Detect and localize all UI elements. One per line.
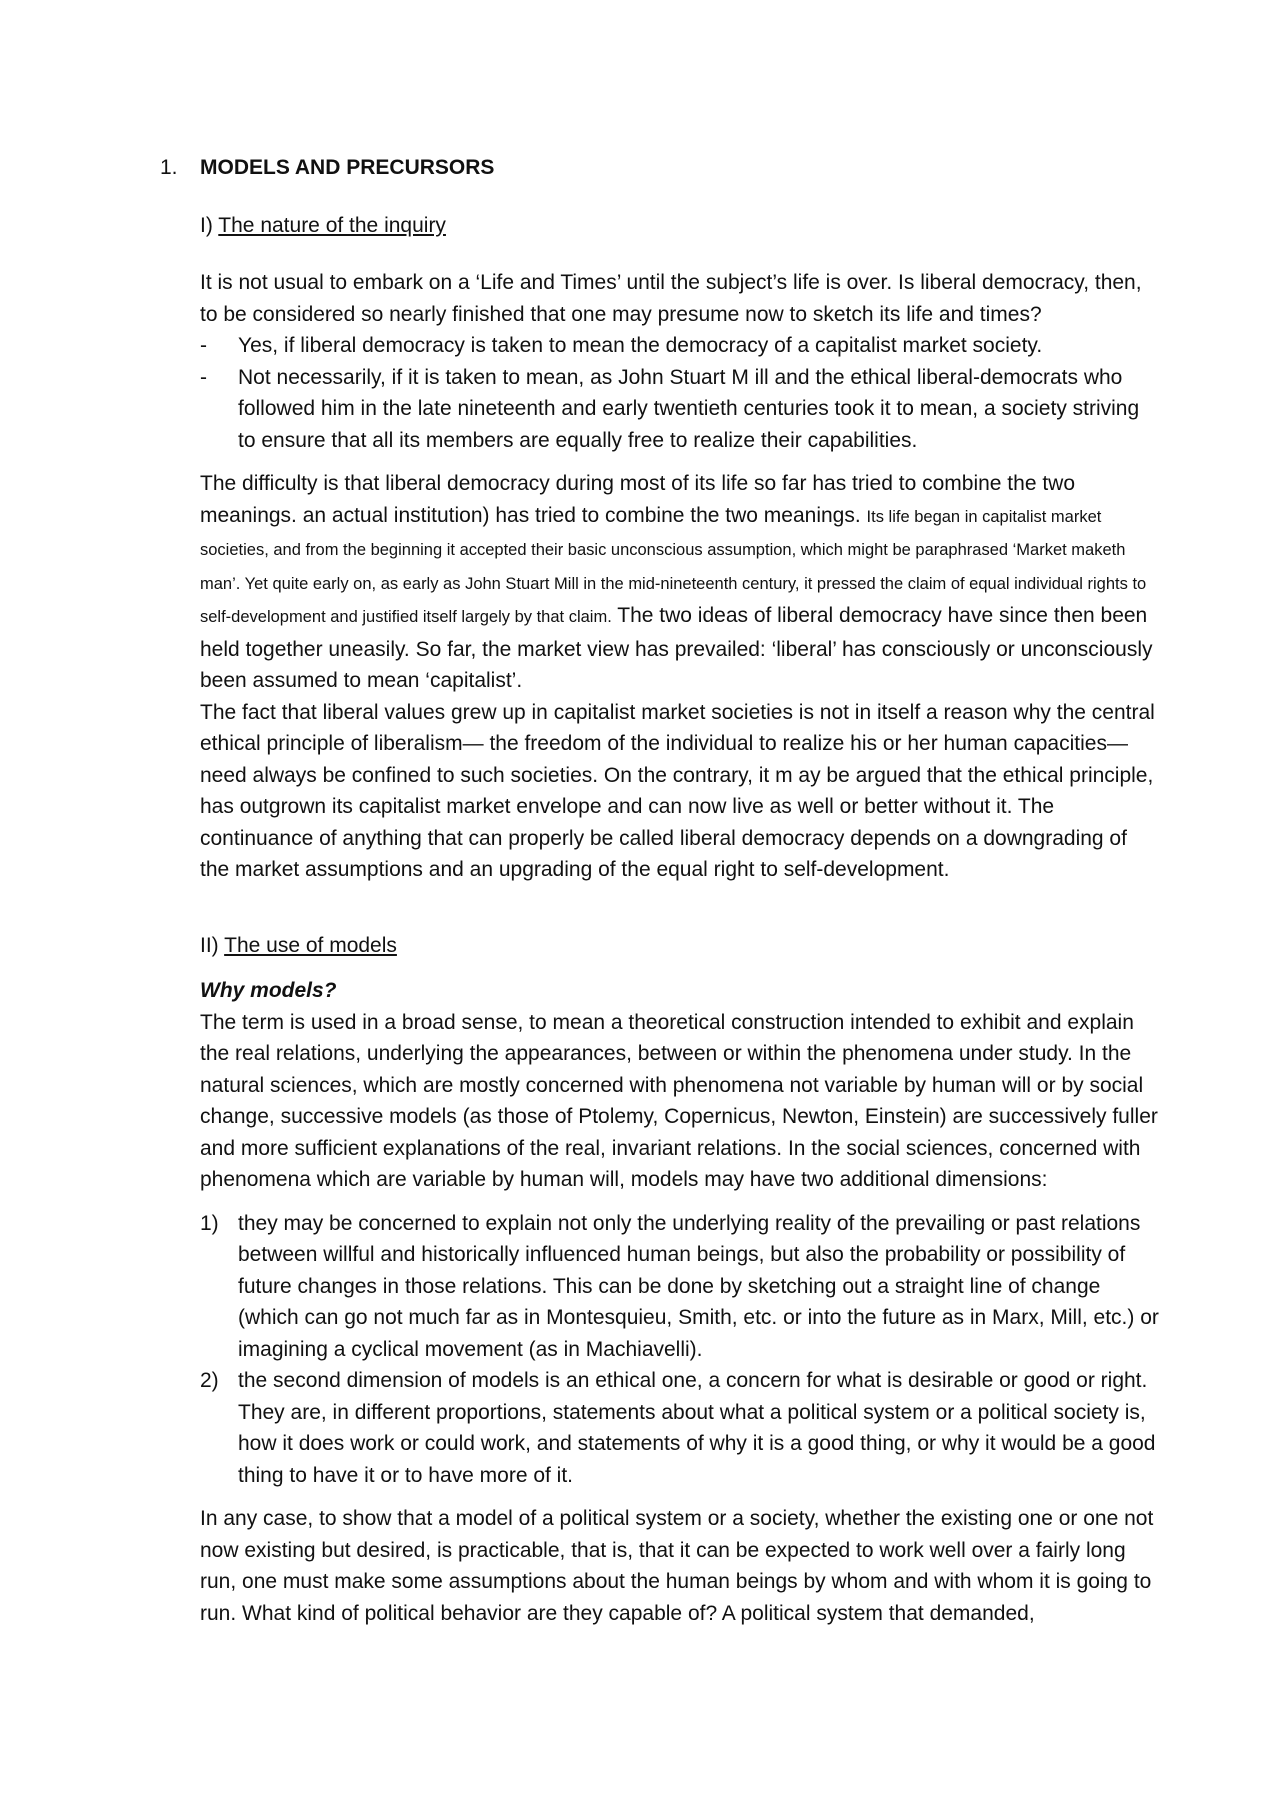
list-dash: - (200, 365, 207, 389)
subheading-title: The nature of the inquiry (218, 213, 446, 237)
section-heading (160, 152, 1160, 184)
list-dash: - (200, 334, 207, 357)
list-item (200, 1365, 1160, 1491)
subheading-use-of-models (200, 930, 1160, 962)
closing-paragraph: In any case, to show that a model of a political system or a society, whether the existing one or one not now existing but desired, is practicable, that is, that it can be expected to work well over a fairly long run, one must make some assumptions about the human beings by whom and with whom it is going to run. What kind of political behavior are they capable of? A political system that demanded, (200, 1507, 1154, 1625)
intro-paragraph: It is not usual to embark on a ‘Life and Times’ until the subject’s life is over. Is liberal democracy, then, to be considered so nearly finished that one may presume now to sketch its life and times? (200, 271, 1142, 326)
section-title: MODELS AND PRECURSORS (200, 156, 495, 179)
list-item-text: Not necessarily, if it is taken to mean, as John Stuart M ill and the ethical liberal-democrats who followed him in the late nineteenth and early twentieth centuries took it to mean, a society striving to ensure that all its members are equally free to realize their capabilities. (238, 365, 1140, 452)
fact-paragraph: The fact that liberal values grew up in capitalist market societies is not in itself a reason why the central ethical principle of liberalism— the freedom of the individual to realize his or her human capacities— need always be confined to such societies. On the contrary, it m ay be argued that the ethical principle, has outgrown its capitalist market envelope and can now live as well or better without it. The continuance of anything that can properly be called liberal democracy depends on a downgrading of the market assumptions and an upgrading of the equal right to self-development. (200, 700, 1155, 881)
meaning-list (200, 330, 1160, 456)
difficulty-paragraph (200, 468, 1160, 697)
dimensions-list (200, 1208, 1160, 1492)
subheading-label: II) (200, 933, 219, 957)
list-item-text: the second dimension of models is an ethical one, a concern for what is desirable or good or right. They are, in different proportions, statements about what a political system or a political society is, how it does work or could work, and statements of why it is a good thing, or why it would be a good thing to have it or to have more of it. (238, 1369, 1156, 1487)
why-models-heading: Why models? (200, 979, 337, 1002)
difficulty-text-a: The difficulty is that liberal democracy during most of its life so far has tried to combine the two meanings. an actual institution) has tried to combine the two meanings. (200, 472, 1076, 527)
list-item-text: Yes, if liberal democracy is taken to mean the democracy of a capitalist market society. (238, 334, 1043, 357)
document-body (160, 152, 1160, 1629)
list-item (200, 362, 1160, 457)
definition-paragraph: The term is used in a broad sense, to mean a theoretical construction intended to exhibit and explain the real relations, underlying the appearances, between or within the phenomena under study. In the natural sciences, which are mostly concerned with phenomena not variable by human will or by social change, successive models (as those of Ptolemy, Copernicus, Newton, Einstein) are successively fuller and more sufficient explanations of the real, invariant relations. In the social sciences, concerned with phenomena which are variable by human will, models may have two additional dimensions: (200, 1010, 1158, 1191)
subheading-nature-of-inquiry (200, 210, 1160, 242)
list-item-text: they may be concerned to explain not only the underlying reality of the prevailing or past relations between willful and historically influenced human beings, but also the probability or possibility of future changes in those relations. This can be done by sketching out a straight line of change (which can go not much far as in Montesquieu, Smith, etc. or into the future as in Marx, Mill, etc.) or imagining a cyclical movement (as in Machiavelli). (238, 1211, 1159, 1361)
list-item (200, 1208, 1160, 1366)
section-number: 1. (160, 156, 178, 179)
list-number: 1) (200, 1211, 219, 1235)
list-number: 2) (200, 1369, 219, 1392)
list-item (200, 330, 1160, 362)
difficulty-text-b: The two ideas of liberal democracy have since then been held together uneasily. So far, the market view has prevailed: ‘liberal’ has consciously or unconsciously been assumed to mean ‘capitalist’. (200, 604, 1153, 692)
subheading-title: The use of models (224, 933, 397, 957)
subheading-label: I) (200, 213, 213, 237)
difficulty-small-text: Its life began in capitalist market societies, and from the beginning it accepted their basic unconscious assumption, which might be paraphrased ‘Market maketh man’. Yet quite early on, as early as John Stuart Mill in the mid-nineteenth century, it pressed the claim of equal individual rights to self-development and justified itself largely by that claim. (200, 507, 1147, 626)
